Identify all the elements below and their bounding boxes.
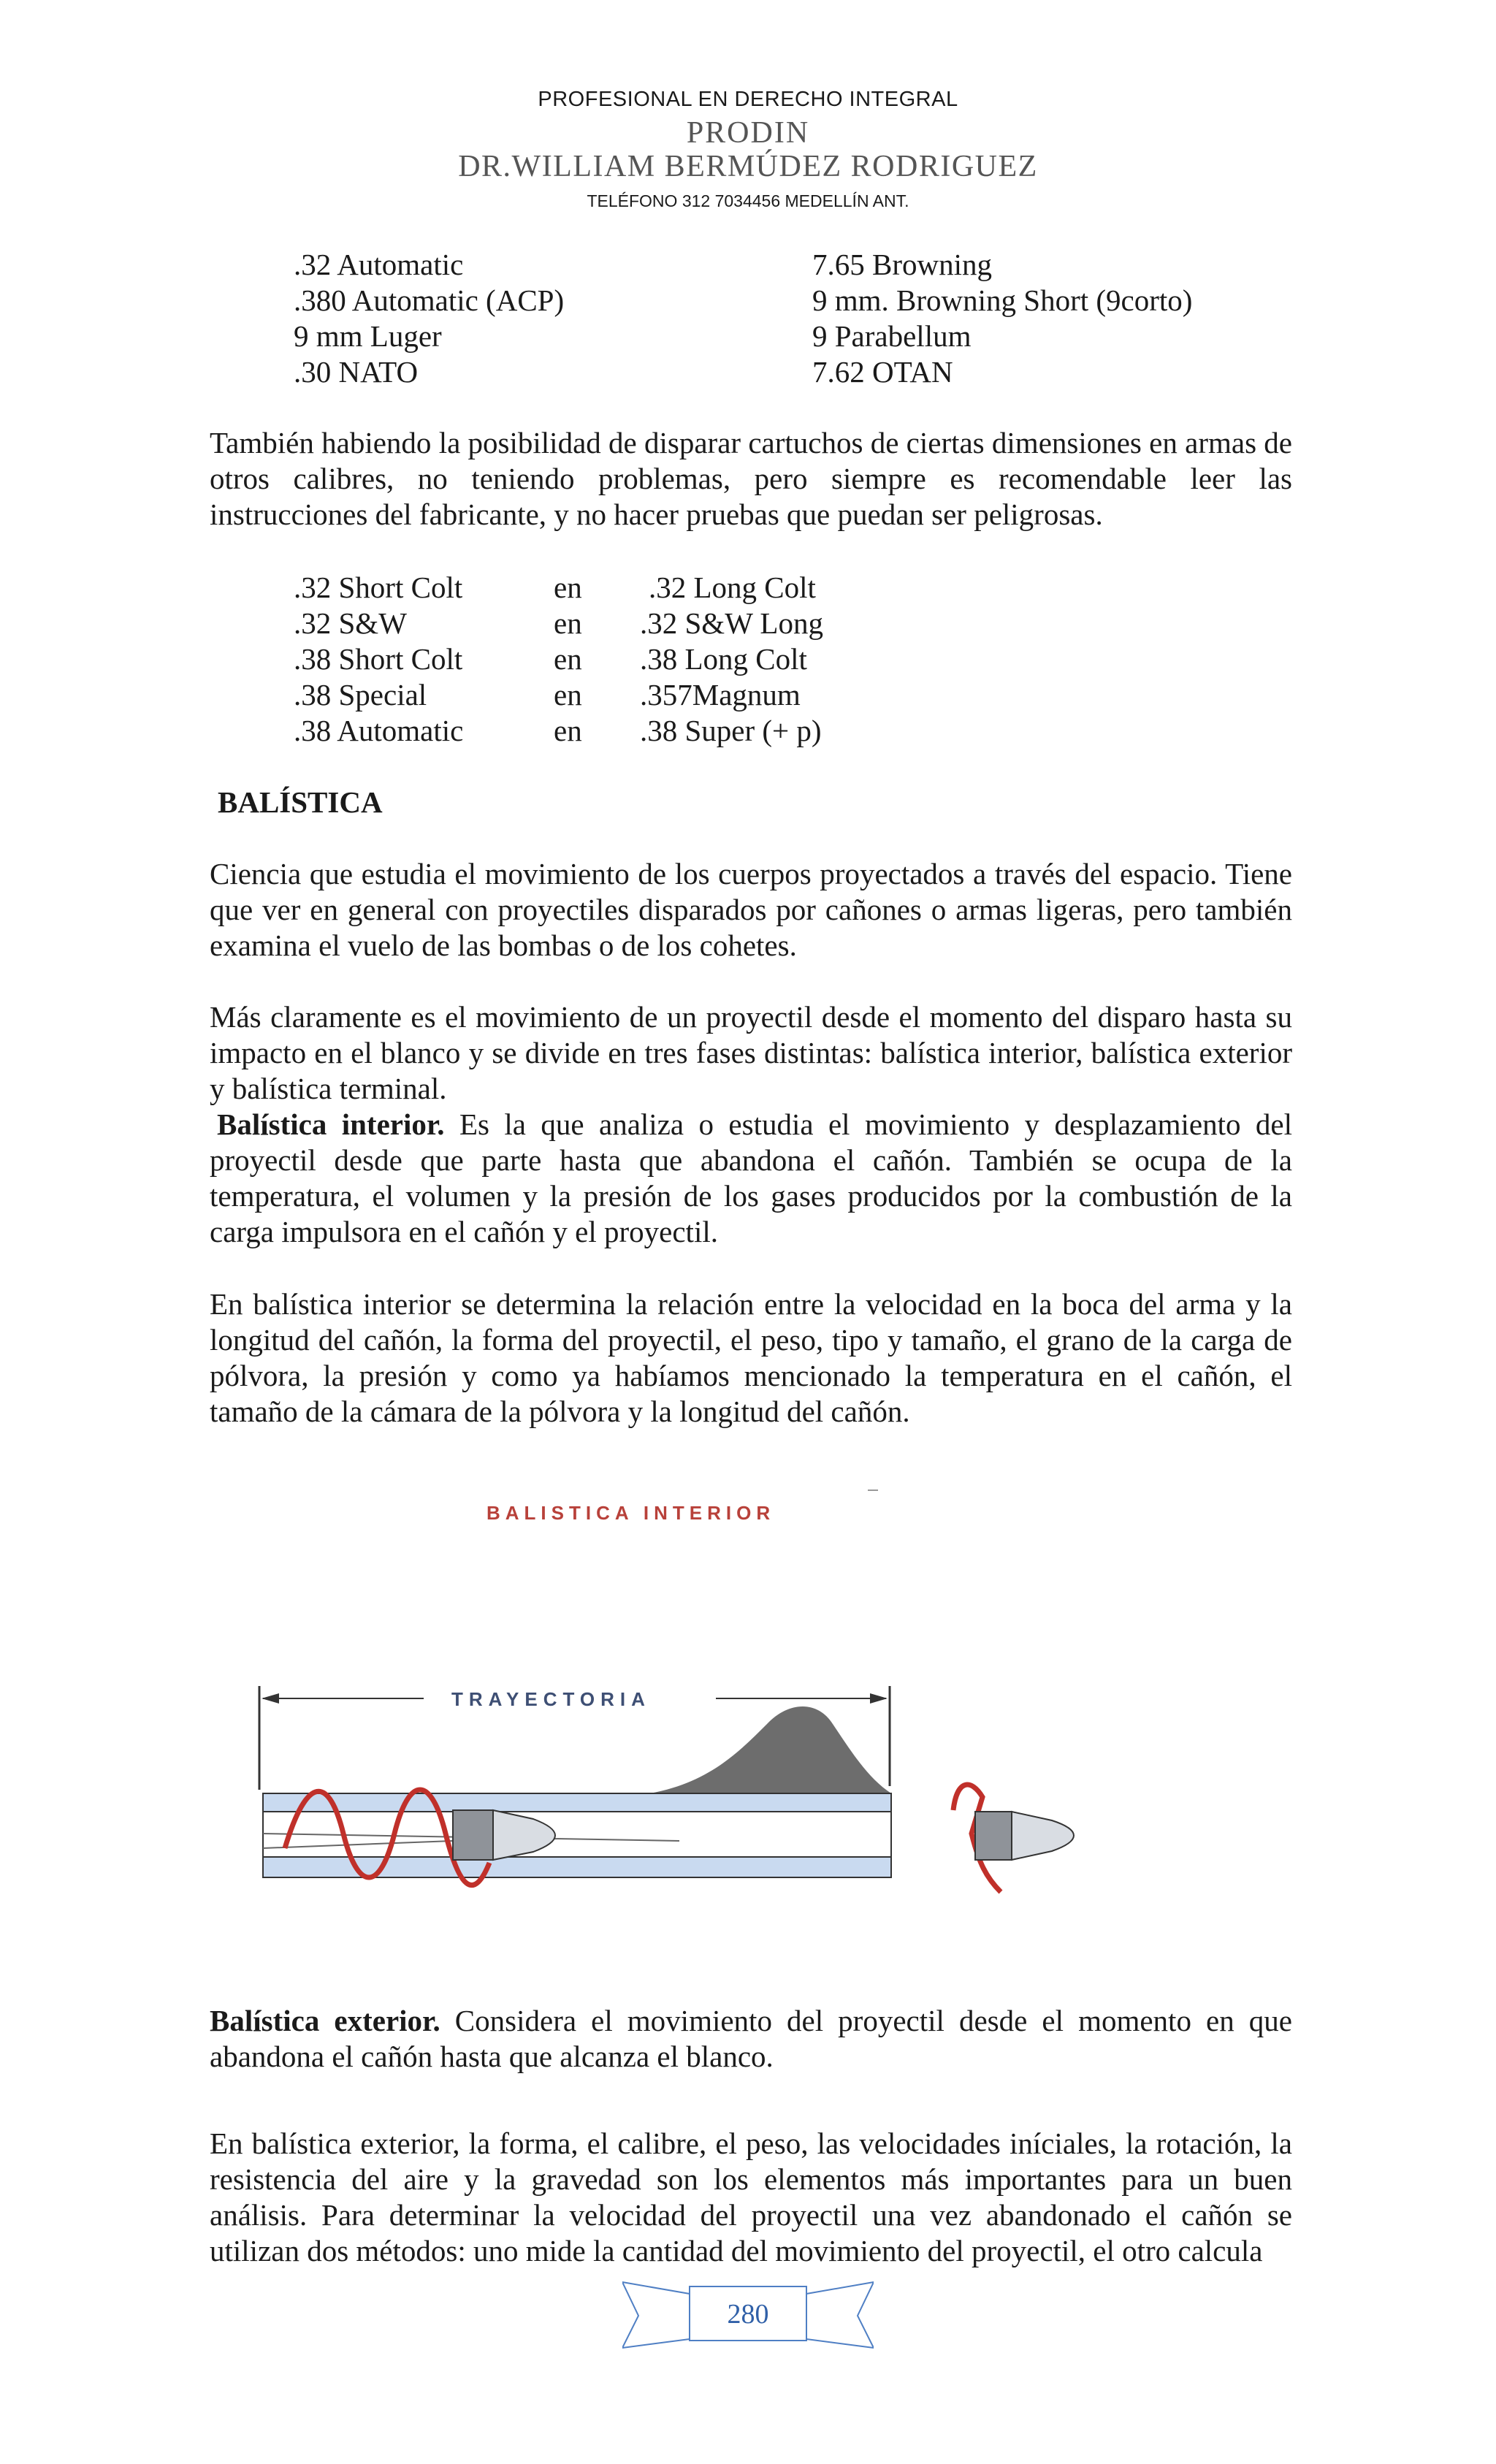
exterior-detail-paragraph: En balística exterior, la forma, el calibre, el peso, las velocidades iníciales, la rotación, la resistencia del aire y la gravedad son los elementos más importantes para un buen análisis. Para determinar la velocidad del proyectil una vez abandonado el cañón se utilizan dos métodos: uno mide la cantidad del movimiento del proyectil, el otro calcula [210,2127,1292,2267]
equiv-left-3: 9 mm Luger [294,319,442,353]
compat-en-5: en [554,714,582,747]
compat-b-3: .38 Long Colt [640,642,807,676]
compat-a-3: .38 Short Colt [294,642,463,676]
compat-en-1: en [554,571,582,604]
compat-b-4: .357Magnum [640,678,801,712]
pressure-curve [650,1706,891,1793]
page-number: 280 [727,2299,769,2330]
definition-paragraph: Ciencia que estudia el movimiento de los cuerpos proyectados a través del espacio. Tiene que ver en general con proyectiles disparados por cañones o armas ligeras, pero también examina el vuelo de las bombas o de los cohetes. [210,857,1292,962]
compat-en-3: en [554,642,582,676]
equiv-right-4: 7.62 OTAN [812,355,953,389]
compat-a-1: .32 Short Colt [294,571,463,604]
section-title: BALÍSTICA [218,785,383,819]
interior-ballistics-figure [241,1468,1096,1950]
interior-detail-paragraph: En balística interior se determina la relación entre la velocidad en la boca del arma y la longitud del cañón, la forma del proyectil, el peso, tipo y tamaño, el grano de la carga de pólvora, la presión y como ya habíamos mencionado la temperatura en el cañón, el tamaño de la cámara de la pólvora y la longitud del cañón. [210,1287,1292,1428]
intro-paragraph: También habiendo la posibilidad de disparar cartuchos de ciertas dimensiones en armas de otros calibres, no teniendo problemas, pero siempre es recomendable leer las instrucciones del fabricante, y no hacer pruebas que puedan ser peligrosas. [210,426,1292,531]
interior-term: Balística interior. [217,1107,445,1141]
compat-b-1: .32 Long Colt [649,571,816,604]
equiv-right-1: 7.65 Browning [812,248,992,281]
equiv-left-1: .32 Automatic [294,248,464,281]
trajectory-label: TRAYECTORIA [451,1688,651,1710]
equiv-left-2: .380 Automatic (ACP) [294,283,565,317]
compat-en-4: en [554,678,582,712]
exterior-text: Considera el movimiento del proyectil desde el momento en que abandona el cañón hasta que alcanza el blanco. [210,2004,1292,2073]
header-author: DR.WILLIAM BERMÚDEZ RODRIGUEZ [458,150,1038,183]
compat-b-2: .32 S&W Long [640,606,823,640]
interior-text: Es la que analiza o estudia el movimiento y desplazamiento del proyectil desde que parte hasta que abandona el cañón. También se ocupa de la temperatura, el volumen y la presión de los gases producidos por la combustión de la carga impulsora en el cañón y el proyectil. [210,1107,1292,1248]
equiv-right-3: 9 Parabellum [812,319,972,353]
exterior-paragraph [210,2003,1292,2075]
interior-ballistics-diagram [241,1468,1096,1950]
exterior-term: Balística exterior. [210,2004,440,2037]
compat-a-2: .32 S&W [294,606,407,640]
header-phone: TELÉFONO 312 7034456 MEDELLÍN ANT. [587,191,909,210]
compat-a-4: .38 Special [294,678,427,712]
equiv-left-4: .30 NATO [294,355,419,389]
interior-paragraph [210,1107,1292,1250]
header-brand: PRODIN [686,116,810,150]
header-line-1: PROFESIONAL EN DERECHO INTEGRAL [538,88,958,111]
figure-title: BALISTICA INTERIOR [486,1502,776,1524]
compat-a-5: .38 Automatic [294,714,464,747]
phases-paragraph: Más claramente es el movimiento de un proyectil desde el momento del disparo hasta su impacto en el blanco y se divide en tres fases distintas: balística interior, balística exterior y balística terminal. [210,1000,1292,1105]
compat-b-5: .38 Super (+ p) [640,714,822,747]
compat-en-2: en [554,606,582,640]
projectile-exited [953,1785,1074,1892]
equiv-right-2: 9 mm. Browning Short (9corto) [812,283,1193,317]
